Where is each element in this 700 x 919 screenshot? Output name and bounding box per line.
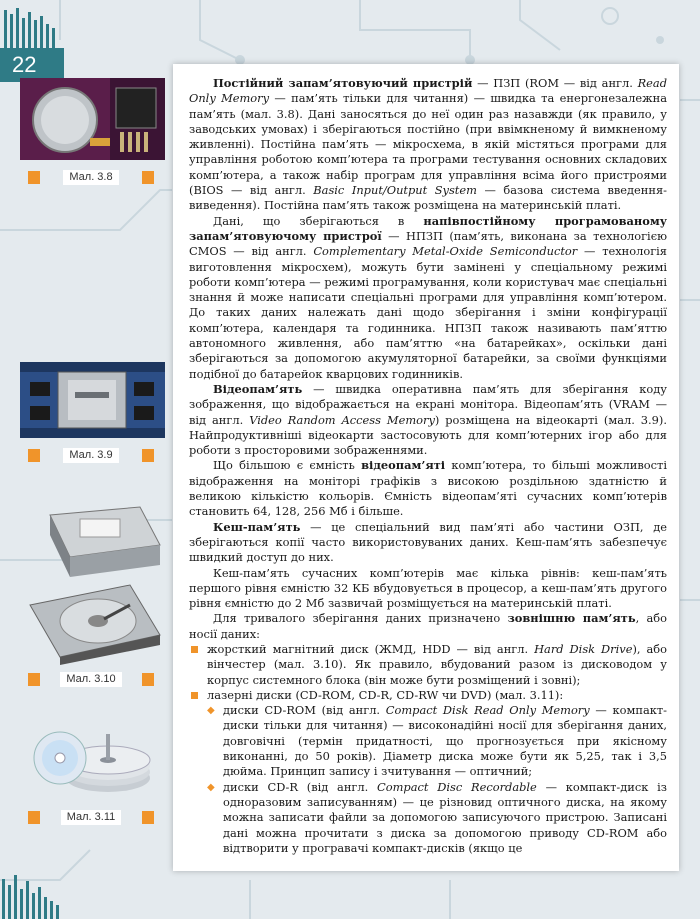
- text-span: Для тривалого зберігання даних призначено: [213, 611, 508, 626]
- text-span: — технологія виготовлення мікросхем), можуть бути замінені у спеціальному режимі роботи комп’ютера — режимі програмування, коли користувач має спеціальні знання й може написати спеціальні програми для управління комп’ютером. До таких даних належать дані щодо зберігання і зміни конфігурації комп’ютера, календаря та годинника. НПЗП також називають пам’яттю автономного живлення, або пам’яттю «на батарейках», оскільки дані зберігаються за допомогою акумуляторної батарейки, за своїми функціями подібної до батарейок кварцових годинників.: [189, 244, 667, 381]
- text-span: ) розміщена на відеокарті (мал. 3.9). Найпродуктивніші відеокарти застосовують для комп’ютерних ігор або для роботи з просторовими зображеннями.: [189, 412, 667, 458]
- text-span: — це спеціальний вид пам’яті або частини ОЗП, де зберігаються копії часто використовуваних даних. Кеш-пам’ять забезпечує швидкий доступ до них.: [189, 519, 667, 565]
- page-number: 22: [0, 48, 64, 82]
- text-span: , або носії даних:: [189, 611, 668, 641]
- figure-caption-3-11: [28, 810, 154, 825]
- figure-3-11: [20, 728, 165, 804]
- hard-disk-image: [20, 505, 165, 665]
- text-span: комп’ютера, то більші можливості відображення на моніторі графіків з високою роздільною здатністю й великою кількістю кольорів. Ємність відеопам’яті сучасних комп’ютерів становить 64, 128, 256 Мб і більше.: [189, 458, 667, 519]
- cmos-battery-image: [20, 78, 165, 160]
- text-span: — швидка оперативна пам’ять для зберігання коду зображення, що відображається на екрані монітора. Відеопам’ять (VRAM — від англ.: [189, 381, 667, 427]
- paragraph-cmos: [189, 214, 667, 382]
- figure-3-10: [20, 505, 165, 669]
- caption-text: Мал. 3.8: [63, 170, 118, 185]
- list-item-laser-discs: [189, 688, 667, 856]
- text-span: Що більшою є ємність: [213, 458, 362, 473]
- laser-disc-sublist: [207, 703, 667, 856]
- text-span: Дані, що зберігаються в: [213, 213, 424, 228]
- text-span: — ПЗП (ROM — від англ.: [472, 76, 638, 90]
- text-panel: [173, 64, 679, 871]
- text-span: — компакт-диск із одноразовим записуванням) — це різновид оптичного диска, на якому можна записати файли за допомогою записуючого пристрою. Записані дані можна прочитати з диска за допомогою приводу CD-ROM або відтворити у програвачі компакт-дисків (якщо це: [223, 779, 667, 855]
- term-vram: відеопам’яті: [361, 458, 446, 473]
- term-en: Hard Disk Drive: [534, 641, 633, 656]
- paragraph-vram-capacity: [189, 458, 667, 519]
- compact-disc-image: [20, 728, 165, 800]
- term-rom: Постійний запам’ятовуючий пристрій: [213, 76, 473, 90]
- sublist-item-cd-r: [207, 780, 667, 856]
- text-span: жорсткий магнітний диск (ЖМД, HDD — від англ.: [207, 641, 535, 656]
- figure-3-9: [20, 362, 165, 442]
- sublist-item-cd-rom: [207, 703, 667, 779]
- term-en: Video Random Access Memory: [249, 412, 435, 427]
- text-span: ), або вінчестер (мал. 3.10). Як правило, вбудований разом із дисководом у корпус системного блока (він може бути розміщений і зовні);: [207, 641, 668, 687]
- text-span: диски CD-ROM (від англ.: [223, 703, 386, 718]
- text-span: — базова система введення-виведення). Постійна пам’ять також розміщена на материнській платі.: [189, 183, 667, 213]
- term-cache: Кеш-пам’ять: [213, 519, 301, 534]
- text-span: диски CD-R (від англ.: [223, 779, 378, 794]
- paragraph-cache-levels: Кеш-пам’ять сучасних комп’ютерів має кілька рівнів: кеш-пам’ять першого рівня ємністю 32 КБ вбудовується в процесор, а кеш-пам’ять другого рівня ємністю до 2 Мб зазвичай розміщується на материнській платі.: [189, 565, 667, 611]
- term-cmos: напівпостійному програмованому запам’ятовуючому пристрої: [189, 213, 667, 243]
- term-en: Compact Disc Recordable: [377, 779, 537, 794]
- text-span: лазерні диски (CD-ROM, CD-R, CD-RW чи DVD) (мал. 3.11):: [207, 687, 564, 702]
- term-en: Complementary Metal-Oxide Semiconductor: [313, 244, 578, 259]
- paragraph-external-memory: [189, 611, 667, 642]
- figure-3-8: [20, 78, 165, 164]
- caption-text: Мал. 3.9: [63, 448, 118, 463]
- storage-list: [189, 642, 667, 856]
- figure-caption-3-8: [28, 170, 154, 185]
- figure-caption-3-9: [28, 448, 154, 463]
- caption-text: Мал. 3.11: [61, 810, 122, 825]
- decorative-bars: [0, 859, 70, 919]
- term-external-memory: зовнішню пам’ять: [507, 611, 636, 626]
- term-en: Compact Disk Read Only Memory: [385, 703, 590, 718]
- video-card-image: [20, 362, 165, 438]
- figure-caption-3-10: [28, 672, 154, 687]
- paragraph-rom: [189, 76, 667, 214]
- term-en: Basic Input/Output System: [313, 183, 477, 198]
- paragraph-cache: [189, 520, 667, 566]
- text-span: — НПЗП (пам’ять, виконана за технологією CMOS — від англ.: [189, 228, 667, 259]
- term-vram: Відеопам’ять: [213, 381, 303, 396]
- paragraph-vram: [189, 382, 667, 458]
- term-en: Read Only Memory: [189, 76, 667, 106]
- caption-text: Мал. 3.10: [60, 672, 121, 687]
- text-span: — пам’ять тільки для читання) — швидка та енергонезалежна пам’ять (мал. 3.8). Дані заносяться до неї один раз назавжди (як правило, у заводських умовах) і зберігаються постійно (при ввімкненому й вимкненому живленні). Постійна пам’ять — мікросхема, в якій містяться програми для управління роботою комп’ютера та програми тестування основних складових комп’ютера, а також набір програм для управління всіма його пристроями (BIOS — від англ.: [189, 91, 667, 198]
- list-item-hdd: [189, 642, 667, 688]
- text-span: — компакт-диски тільки для читання) — високонадійні носії для зберігання даних, довговічні (термін придатності, що прогнозується при якісному виконанні, до 50 років). Діаметр диска може бути як 5,25, так і 3,5 дюйма. Принцип запису і зчитування — оптичний;: [223, 703, 668, 779]
